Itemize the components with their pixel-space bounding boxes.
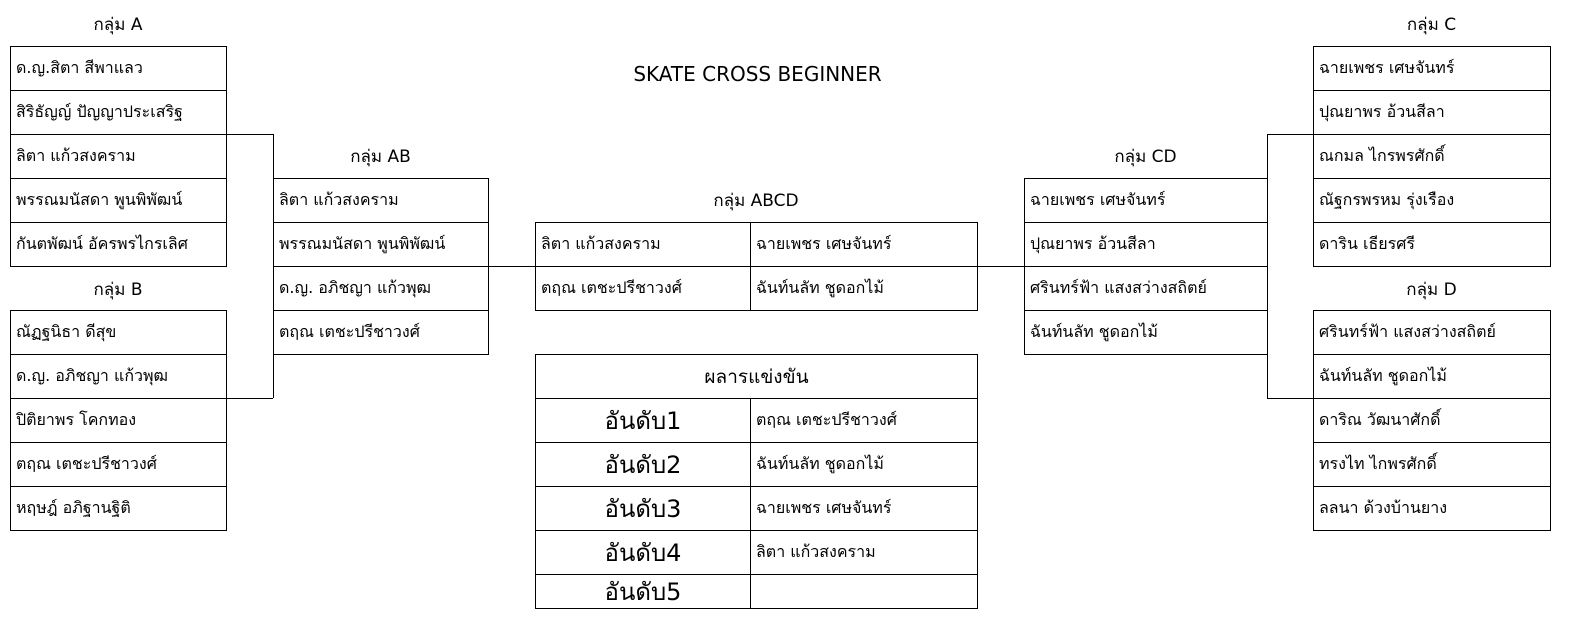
group-c-row: ดาริน เธียรศรี — [1319, 234, 1415, 253]
result-rank: อันดับ5 — [536, 575, 751, 608]
group-c-row: ณกมล ไกรพรศักดิ์ — [1314, 135, 1550, 179]
group-ab-row: ตฤณ เตชะปรีชาวงศ์ — [279, 322, 420, 341]
group-d-row: ดาริณ วัฒนาศักดิ์ — [1314, 399, 1550, 443]
result-name: ฉันท์นลัท ชูดอกไม้ — [751, 443, 977, 487]
group-b-row: ปิติยาพร โคกทอง — [11, 399, 226, 443]
group-c-row: ปุณยาพร อ้วนสีลา — [1314, 91, 1550, 135]
group-cd-table — [1024, 178, 1268, 355]
group-c-row: ณัฐกรพรหม รุ่งเรือง — [1314, 179, 1550, 223]
results-table — [535, 354, 978, 609]
group-a-row: ลิตา แก้วสงคราม — [11, 135, 226, 179]
page-title: SKATE CROSS BEGINNER — [633, 62, 882, 86]
bracket-line — [977, 266, 1024, 267]
group-a-table — [10, 46, 227, 267]
result-rank: อันดับ1 — [536, 399, 751, 443]
group-abcd-cell: ลิตา แก้วสงคราม — [536, 223, 751, 267]
group-d-row: ทรงไท ไกพรศักดิ์ — [1314, 443, 1550, 487]
group-b-table — [10, 310, 227, 531]
group-ab-row: ด.ญ. อภิชญา แก้วพุฒ — [274, 267, 488, 311]
result-rank: อันดับ4 — [536, 531, 751, 575]
group-b-row: ด.ญ. อภิชญา แก้วพุฒ — [11, 355, 226, 399]
bracket-line — [1267, 398, 1313, 399]
group-abcd-cell: ตฤณ เตชะปรีชาวงศ์ — [536, 267, 751, 310]
group-a-row: ด.ญ.สิตา สีพาแลว — [11, 47, 226, 91]
group-abcd-label: กลุ่ม ABCD — [713, 191, 799, 211]
group-ab-table — [273, 178, 489, 355]
group-abcd-cell: ฉันท์นลัท ชูดอกไม้ — [756, 278, 884, 297]
bracket-line — [226, 398, 273, 399]
result-rank: อันดับ3 — [536, 487, 751, 531]
result-name: ตฤณ เตชะปรีชาวงศ์ — [751, 399, 977, 443]
group-ab-label: กลุ่ม AB — [350, 147, 411, 167]
group-c-row: ฉายเพชร เศษจันทร์ — [1314, 47, 1550, 91]
result-name — [751, 575, 977, 608]
group-ab-row: พรรณมนัสดา พูนพิพัฒน์ — [274, 223, 488, 267]
group-d-table — [1313, 310, 1551, 531]
group-a-label: กลุ่ม A — [93, 15, 143, 35]
group-cd-label: กลุ่ม CD — [1114, 147, 1177, 167]
group-cd-row: ศรินทร์ฟ้า แสงสว่างสถิตย์ — [1025, 267, 1267, 311]
group-cd-row: ปุณยาพร อ้วนสีลา — [1025, 223, 1267, 267]
bracket-line — [1267, 134, 1313, 135]
group-c-label: กลุ่ม C — [1406, 15, 1457, 35]
group-d-row: ลลนา ด้วงบ้านยาง — [1319, 498, 1448, 517]
results-header: ผลารแข่งขัน — [536, 355, 977, 399]
bracket-line — [488, 266, 535, 267]
group-d-row: ฉันท์นลัท ชูดอกไม้ — [1314, 355, 1550, 399]
group-b-label: กลุ่ม B — [93, 280, 143, 300]
result-name: ลิตา แก้วสงคราม — [751, 531, 977, 575]
group-b-row: ณัฏฐนิธา ดีสุข — [11, 311, 226, 355]
group-cd-row: ฉายเพชร เศษจันทร์ — [1025, 179, 1267, 223]
group-b-row: ตฤณ เตชะปรีชาวงศ์ — [11, 443, 226, 487]
group-abcd-table — [535, 222, 978, 311]
group-d-row: ศรินทร์ฟ้า แสงสว่างสถิตย์ — [1314, 311, 1550, 355]
group-abcd-cell: ฉายเพชร เศษจันทร์ — [751, 223, 977, 267]
group-ab-row: ลิตา แก้วสงคราม — [274, 179, 488, 223]
bracket-line — [226, 134, 273, 135]
group-c-table — [1313, 46, 1551, 267]
result-rank: อันดับ2 — [536, 443, 751, 487]
group-a-row: พรรณมนัสดา พูนพิพัฒน์ — [11, 179, 226, 223]
group-d-label: กลุ่ม D — [1406, 280, 1457, 300]
bracket-line — [1267, 134, 1268, 398]
group-a-row: สิริธัญญ์ ปัญญาประเสริฐ — [11, 91, 226, 135]
result-name: ฉายเพชร เศษจันทร์ — [751, 487, 977, 531]
group-cd-row: ฉันท์นลัท ชูดอกไม้ — [1030, 322, 1158, 341]
group-b-row: หฤษฎ์ อภิฐานฐิติ — [16, 498, 131, 517]
group-a-row: กันตพัฒน์ อัครพรไกรเลิศ — [16, 234, 188, 253]
